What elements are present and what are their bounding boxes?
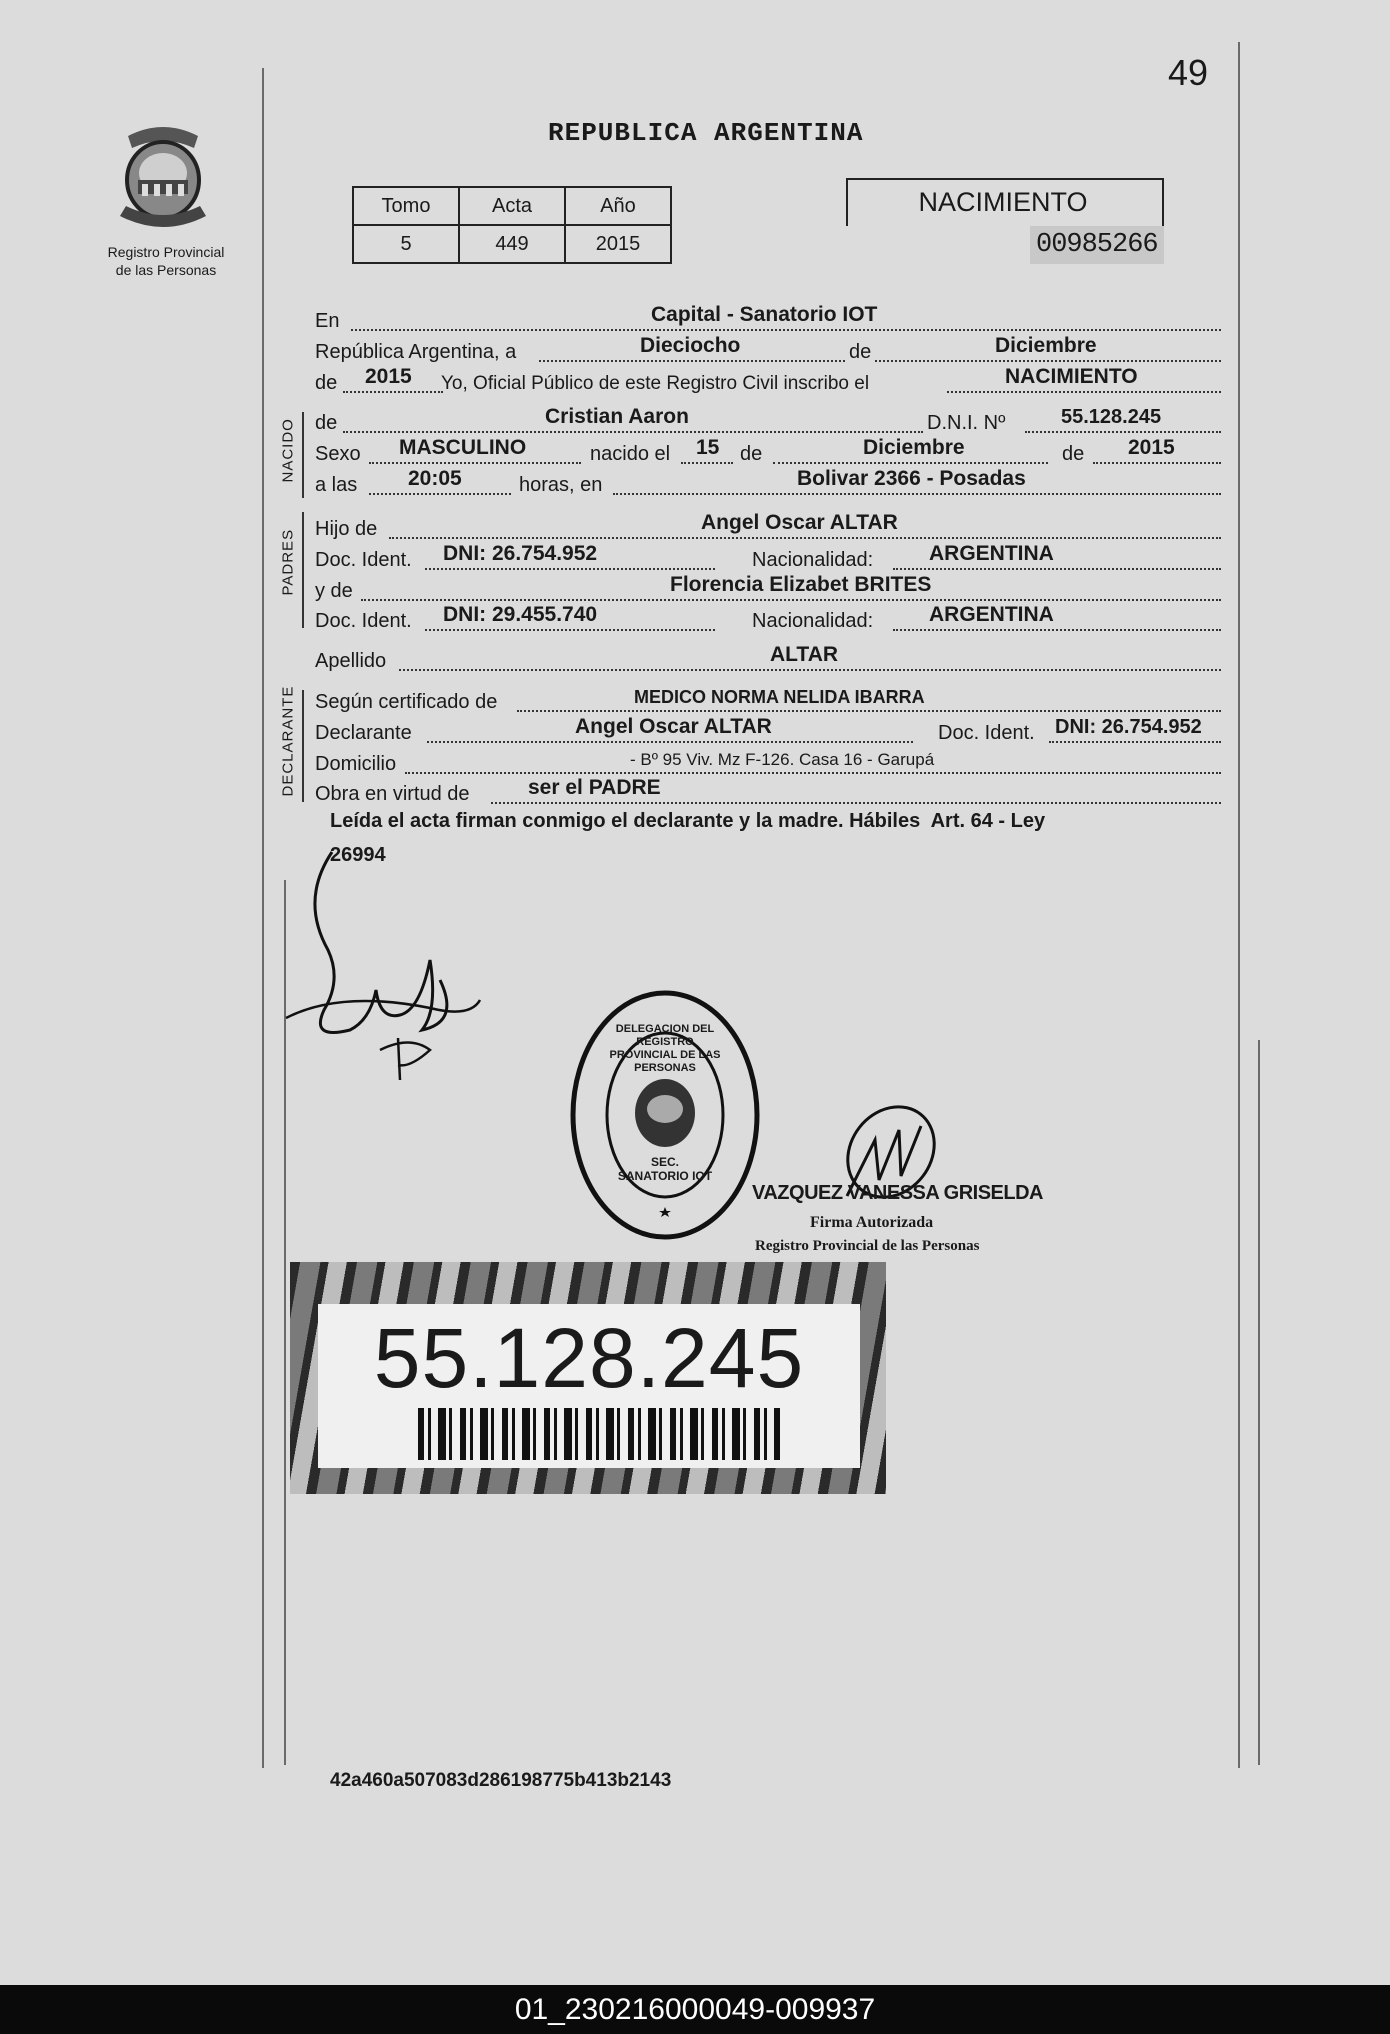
value-child-name: Cristian Aaron	[545, 405, 689, 428]
official-name: VAZQUEZ VANESSA GRISELDA	[752, 1182, 1043, 1204]
closing-text-2: 26994	[330, 844, 386, 866]
label-horas-en: horas, en	[519, 474, 603, 496]
value-hour: 20:05	[408, 467, 462, 490]
label-doc-ident-3: Doc. Ident.	[938, 722, 1035, 744]
value-father-nationality: ARGENTINA	[929, 542, 1054, 565]
frame-right-line-lower	[1258, 1040, 1260, 1765]
label-republica: República Argentina, a	[315, 341, 517, 363]
value-birth-year: 2015	[1128, 436, 1175, 459]
record-type-label: NACIMIENTO	[918, 187, 1088, 217]
value-surname: ALTAR	[770, 643, 839, 666]
label-doc-ident: Doc. Ident.	[315, 549, 412, 571]
label-sexo: Sexo	[315, 443, 361, 465]
value-place: Capital - Sanatorio IOT	[651, 303, 878, 326]
table-header: Acta	[459, 187, 565, 225]
label-domicilio: Domicilio	[315, 753, 397, 775]
section-label-nacido: NACIDO	[279, 418, 297, 483]
value-day-words: Dieciocho	[640, 334, 741, 357]
label-dni: D.N.I. Nº	[927, 412, 1006, 434]
value-mother-nationality: ARGENTINA	[929, 603, 1054, 626]
table-cell: 5	[353, 225, 459, 263]
label-nacido-el: nacido el	[590, 443, 671, 465]
value-inscribo: NACIMIENTO	[1005, 365, 1138, 388]
sticker-barcode	[418, 1408, 780, 1460]
line-madre-doc	[315, 605, 1221, 635]
line-inscribo	[315, 367, 1221, 397]
line-sexo	[315, 438, 1221, 468]
label-nacionalidad: Nacionalidad:	[752, 549, 874, 571]
registry-table	[352, 186, 672, 264]
signature-declarant	[280, 840, 490, 1090]
line-nombre	[315, 407, 1221, 437]
table-header: Tomo	[353, 187, 459, 225]
frame-left-line	[262, 68, 264, 1768]
line-padre-doc	[315, 544, 1221, 574]
label-certificado: Según certificado de	[315, 691, 498, 713]
label-yo-text: Yo, Oficial Público de este Registro Civil inscribo el	[441, 373, 870, 394]
value-capacity: ser el PADRE	[528, 776, 661, 799]
value-birth-day: 15	[696, 436, 720, 459]
serial-number: 00985266	[1030, 226, 1164, 264]
label-anio: de	[315, 372, 338, 394]
label-de-2: de	[1062, 443, 1085, 465]
section-label-declarante: DECLARANTE	[279, 685, 297, 797]
stamp-ring-text: DELEGACION DEL REGISTRO PROVINCIAL DE LAS PERSONAS	[609, 1023, 721, 1074]
label-nacionalidad-2: Nacionalidad:	[752, 610, 874, 632]
label-de-mes: de	[849, 341, 872, 363]
value-sex: MASCULINO	[399, 436, 527, 459]
section-label-padres: PADRES	[279, 528, 297, 596]
value-dni: 55.128.245	[1061, 406, 1162, 428]
section-bar-nacido	[302, 412, 304, 498]
dni-sticker	[290, 1262, 886, 1494]
value-year: 2015	[365, 365, 412, 388]
line-hora	[315, 469, 1221, 499]
table-cell: 2015	[565, 225, 671, 263]
coat-of-arms-icon	[108, 118, 218, 238]
label-apellido: Apellido	[315, 650, 387, 672]
document-title: REPUBLICA ARGENTINA	[548, 118, 864, 148]
line-declarante	[315, 717, 1221, 747]
line-domicilio	[315, 748, 1221, 778]
value-birth-place: Bolivar 2366 - Posadas	[797, 467, 1026, 490]
value-declarant-name: Angel Oscar ALTAR	[575, 715, 772, 738]
stamp-inner-text: SEC. SANATORIO IOT	[617, 1155, 713, 1183]
table-header: Año	[565, 187, 671, 225]
value-certificate: MEDICO NORMA NELIDA IBARRA	[634, 687, 925, 707]
logo-caption-2: de las Personas	[115, 262, 217, 278]
value-mother-name: Florencia Elizabet BRITES	[670, 573, 932, 596]
label-obra: Obra en virtud de	[315, 783, 470, 805]
line-en	[315, 305, 1221, 335]
line-obra	[315, 778, 1221, 808]
logo-caption-1: Registro Provincial	[107, 244, 225, 260]
value-birth-month: Diciembre	[863, 436, 965, 459]
label-en: En	[315, 310, 340, 332]
value-father-dni: DNI: 26.754.952	[443, 542, 598, 565]
label-doc-ident-2: Doc. Ident.	[315, 610, 412, 632]
line-apellido	[315, 645, 1221, 675]
official-stamp	[565, 985, 765, 1245]
label-nombre: de	[315, 412, 338, 434]
official-office: Registro Provincial de las Personas	[755, 1238, 980, 1254]
value-month: Diciembre	[995, 334, 1097, 357]
value-father-name: Angel Oscar ALTAR	[701, 511, 898, 534]
line-hijo-de	[315, 513, 1221, 543]
footer-code: 01_230216000049-009937	[0, 1985, 1390, 2034]
line-republica	[315, 336, 1221, 366]
label-y-de: y de	[315, 580, 353, 602]
label-declarante: Declarante	[315, 722, 412, 744]
value-declarant-dni: DNI: 26.754.952	[1055, 716, 1202, 738]
value-address: - Bº 95 Viv. Mz F-126. Casa 16 - Garupá	[630, 750, 935, 769]
province-logo	[108, 118, 218, 238]
line-y-de	[315, 575, 1221, 605]
value-mother-dni: DNI: 29.455.740	[443, 603, 598, 626]
official-title: Firma Autorizada	[810, 1214, 934, 1231]
sticker-number: 55.128.245	[373, 1311, 805, 1405]
page-number: 49	[1168, 52, 1209, 93]
label-hijo-de: Hijo de	[315, 518, 378, 540]
line-certificado	[315, 686, 1221, 716]
section-bar-padres	[302, 512, 304, 628]
section-bar-declarante	[302, 690, 304, 802]
table-cell: 449	[459, 225, 565, 263]
label-a-las: a las	[315, 474, 358, 496]
document-hash: 42a460a507083d286198775b413b2143	[330, 1770, 672, 1791]
label-de-1: de	[740, 443, 763, 465]
closing-text-1: Leída el acta firman conmigo el declarante y la madre. Hábiles Art. 64 - Ley	[330, 810, 1046, 832]
frame-right-line	[1238, 42, 1240, 1768]
